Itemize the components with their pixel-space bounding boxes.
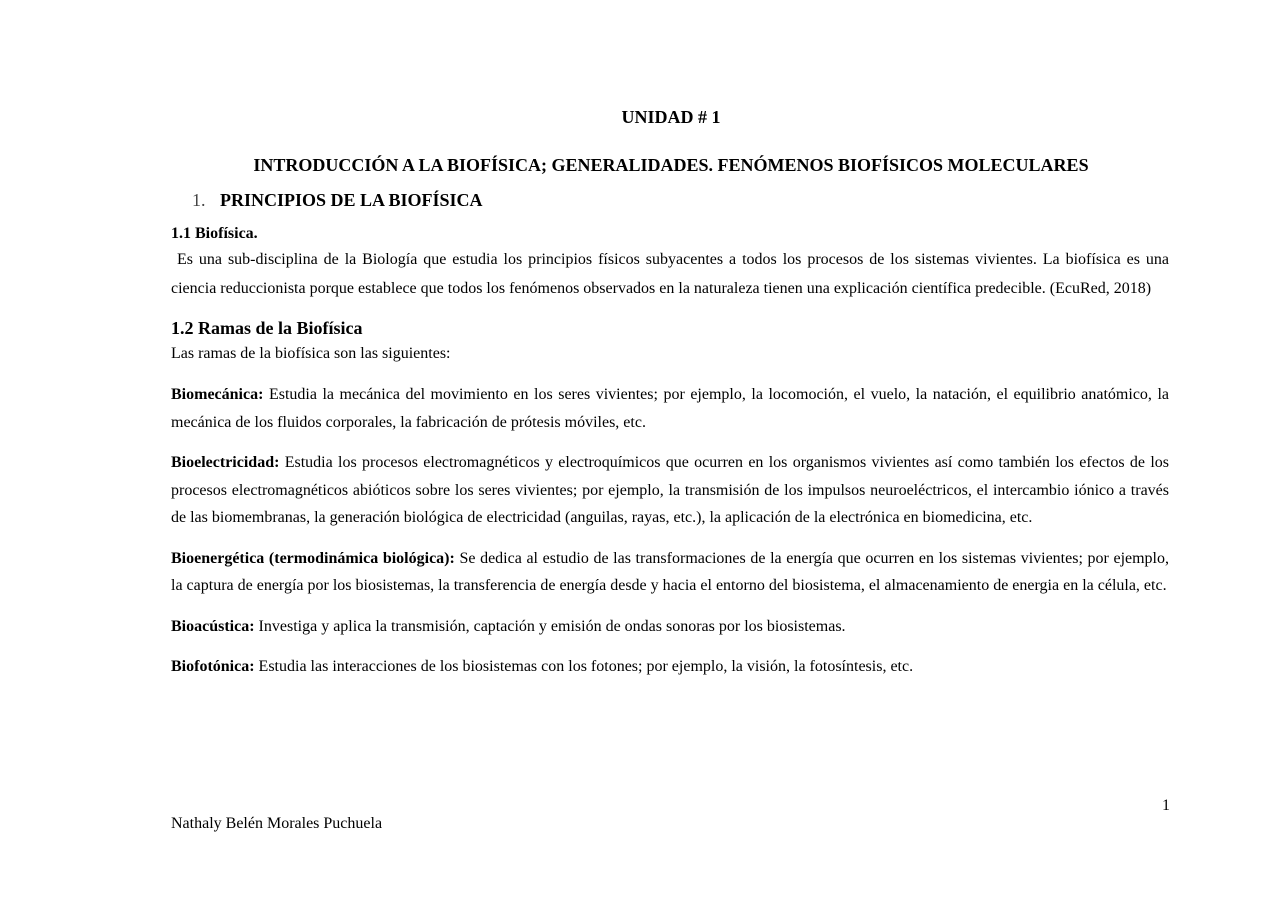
footer-author: Nathaly Belén Morales Puchuela [171, 815, 383, 832]
section-heading [192, 188, 483, 212]
branch-paragraph [171, 449, 1173, 532]
unit-title: UNIDAD # 1 [621, 107, 721, 127]
branch-text: Investiga y aplica la transmisión, captación y emisión de ondas sonoras por los biosistemas. [254, 617, 846, 635]
branch-paragraph [171, 653, 1169, 681]
branch-text: Estudia las interacciones de los biosistemas con los fotones; por ejemplo, la visión, la fotosíntesis, etc. [254, 658, 914, 675]
subsection-heading-biofisica: 1.1 Biofísica. [171, 225, 258, 242]
branch-text: Estudia los procesos electromagnéticos y electroquímicos que ocurren en los organismos vivientes así como también los efectos de los procesos electromagnéticos abióticos sobre los seres vivientes; por ejemplo, la transmisión de los impulsos neuroeléctricos, el intercambio iónico a través de las biomembranas, la generación biológica de electricidad (anguilas, rayas, etc.), la aplicación de la electrónica en biomedicina, etc. [171, 454, 1173, 526]
document-body [171, 222, 1174, 681]
main-title: INTRODUCCIÓN A LA BIOFÍSICA; GENERALIDADES. FENÓMENOS BIOFÍSICOS MOLECULARES [253, 155, 1089, 175]
branch-paragraph [171, 381, 1173, 436]
biofisica-definition: Es una sub-disciplina de la Biología que estudia los principios físicos subyacentes a todos los procesos de los sistemas vivientes. La biofísica es una ciencia reduccionista porque establece que todos los fenómenos observados en la naturaleza tienen una explicación científica predecible. (EcuRed, 2018) [171, 251, 1174, 297]
subsection-heading-ramas: 1.2 Ramas de la Biofísica [171, 318, 363, 338]
ramas-intro: Las ramas de la biofísica son las siguientes: [171, 345, 451, 362]
branch-text: Se dedica al estudio de las transformaciones de la energía que ocurren en los sistemas vivientes; por ejemplo, la captura de energía por los biosistemas, la transferencia de energía desde y hacia el entorno del biosistema, el almacenamiento de energia en la célula, etc. [171, 549, 1174, 594]
section-number: 1. [192, 190, 206, 210]
branch-text: Estudia la mecánica del movimiento en los seres vivientes; por ejemplo, la locomoción, el vuelo, la natación, el equilibrio anatómico, la mecánica de los fluidos corporales, la fabricación de prótesis móviles, etc. [171, 386, 1173, 431]
page-number: 1 [1162, 797, 1170, 814]
branch-paragraph [171, 545, 1174, 600]
branch-term: Biomecánica: [171, 386, 264, 403]
branch-term: Biofotónica: [171, 658, 255, 675]
branch-term: Bioacústica: [171, 617, 255, 635]
branch-term: Bioelectricidad: [171, 454, 280, 471]
section-title: PRINCIPIOS DE LA BIOFÍSICA [220, 190, 483, 210]
branch-term: Bioenergética (termodinámica biológica): [171, 549, 455, 567]
branch-paragraph [171, 613, 1169, 641]
